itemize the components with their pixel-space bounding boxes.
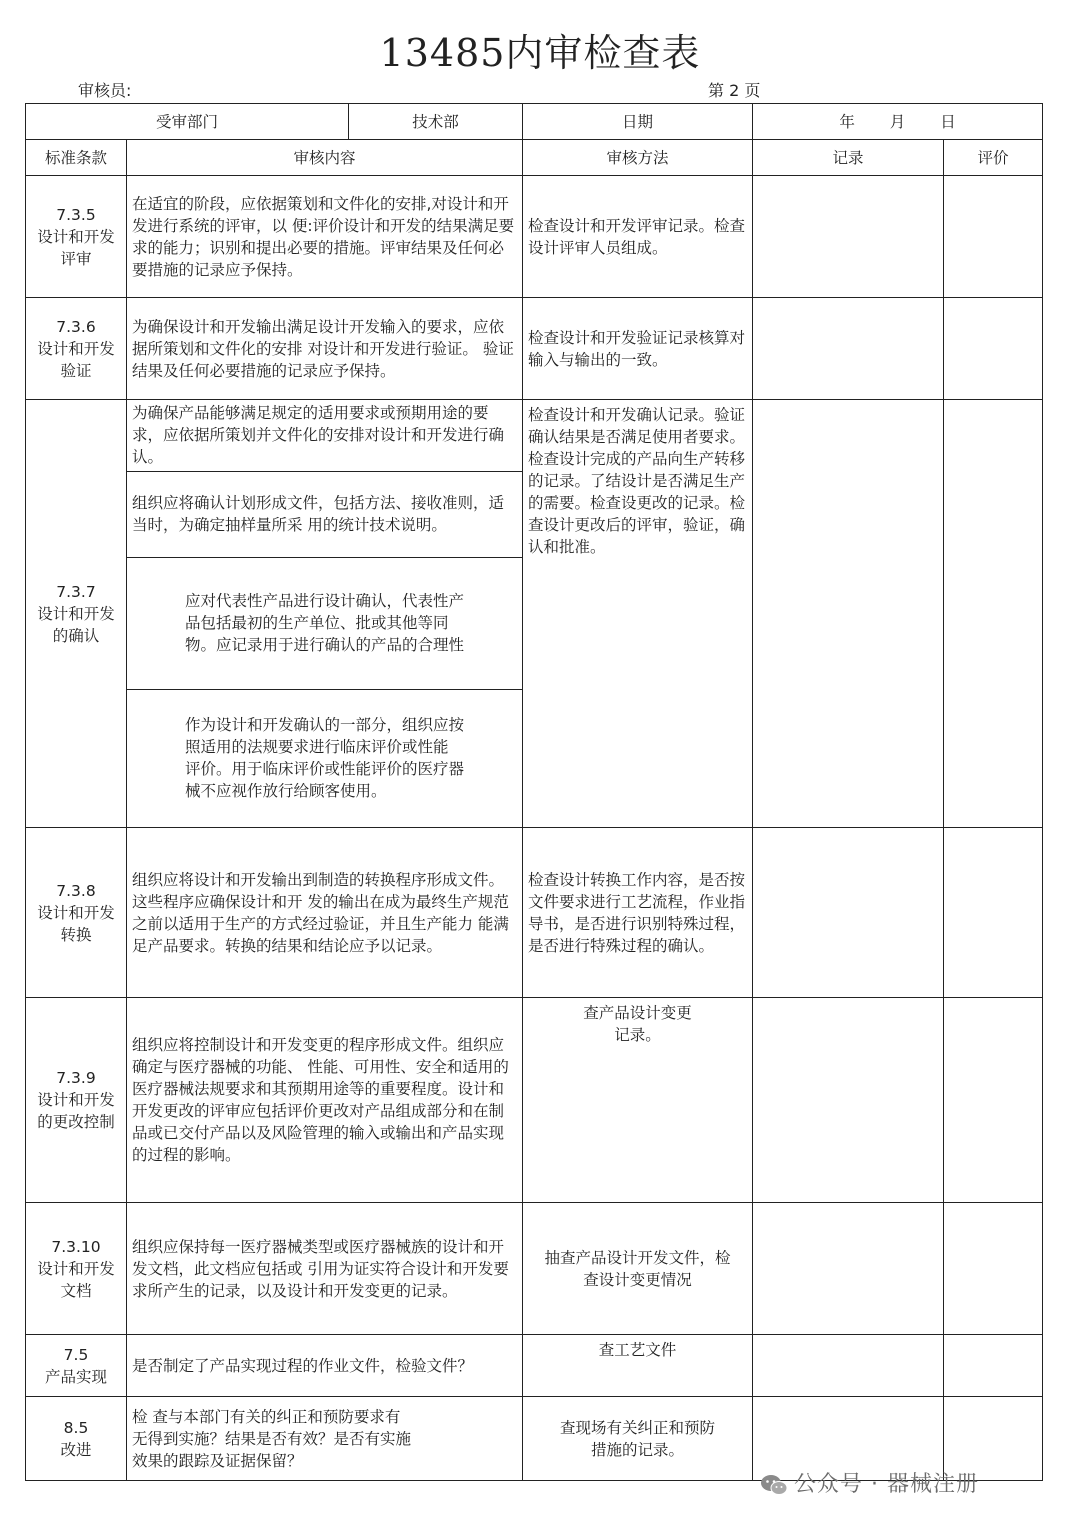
content-cell: 组织应将设计和开发输出到制造的转换程序形成文件。这些程序应确保设计和开 发的输出在成为最终生产规范之前以适用于生产的方式经过验证，并且生产能力 能满足产品要求。转换的结果和结论应予以记录。 xyxy=(127,828,523,998)
content-cell: 在适宜的阶段，应依据策划和文件化的安排,对设计和开发进行系统的评审，以 便:评价设计和开发的结果满足要求的能力；识别和提出必要的措施。评审结果及任何必要措施的记录应予保持。 xyxy=(127,176,523,298)
evaluation-cell[interactable] xyxy=(944,998,1043,1203)
page-title: 13485内审检查表 xyxy=(379,31,701,75)
clause-cell: 8.5 改进 xyxy=(26,1397,127,1481)
evaluation-cell[interactable] xyxy=(944,298,1043,400)
content-part: 作为设计和开发确认的一部分，组织应按照适用的法规要求进行临床评价或性能 评价。用于临床评价或性能评价的医疗器械不应视作放行给顾客使用。 xyxy=(185,715,465,800)
method-cell: 检查设计和开发确认记录。验证确认结果是否满足使用者要求。检查设计完成的产品向生产转移的记录。了结设计是否满足生产的需要。检查设更改的记录。检查设计更改后的评审，验证，确认和批准。 xyxy=(523,400,753,828)
date-value: 年 月 日 xyxy=(753,104,1043,140)
record-cell[interactable] xyxy=(753,998,944,1203)
content-subtable xyxy=(127,400,522,826)
date-label: 日期 xyxy=(523,104,753,140)
record-cell[interactable] xyxy=(753,1335,944,1397)
method-cell: 查产品设计变更记录。 xyxy=(523,998,753,1203)
content-cell: 是否制定了产品实现过程的作业文件，检验文件？ xyxy=(127,1335,523,1397)
auditor-label: 审核员: xyxy=(78,81,132,100)
page-number: 第 2 页 xyxy=(708,81,761,100)
dept-label: 受审部门 xyxy=(26,104,349,140)
evaluation-cell[interactable] xyxy=(944,176,1043,298)
record-cell[interactable] xyxy=(753,298,944,400)
method-cell: 抽查产品设计开发文件，检查设计变更情况 xyxy=(523,1203,753,1335)
clause-cell: 7.3.5 设计和开发 评审 xyxy=(26,176,127,298)
clause-cell: 7.3.8 设计和开发 转换 xyxy=(26,828,127,998)
content-cell: 检 查与本部门有关的纠正和预防要求有无得到实施？结果是否有效？是否有实施效果的跟踪及证据保留？ xyxy=(127,1397,523,1481)
content-part: 应对代表性产品进行设计确认，代表性产品包括最初的生产单位、批或其他等同 物。应记录用于进行确认的产品的合理性 xyxy=(127,557,522,689)
method-cell: 查现场有关纠正和预防措施的记录。 xyxy=(523,1397,753,1481)
clause-cell: 7.3.9 设计和开发 的更改控制 xyxy=(26,998,127,1203)
table-row xyxy=(26,828,1043,998)
method-cell: 检查设计和开发验证记录核算对输入与输出的一致。 xyxy=(523,298,753,400)
record-cell[interactable] xyxy=(753,828,944,998)
method-cell: 检查设计和开发评审记录。检查设计评审人员组成。 xyxy=(523,176,753,298)
clause-cell: 7.3.7 设计和开发 的确认 xyxy=(26,400,127,828)
clause-cell: 7.5 产品实现 xyxy=(26,1335,127,1397)
col-content: 审核内容 xyxy=(127,140,523,176)
method-cell: 检查设计转换工作内容，是否按文件要求进行工艺流程，作业指导书，是否进行识别特殊过程，是否进行特殊过程的确认。 xyxy=(523,828,753,998)
evaluation-cell[interactable] xyxy=(944,1203,1043,1335)
table-row xyxy=(26,176,1043,298)
record-cell[interactable] xyxy=(753,1203,944,1335)
clause-cell: 7.3.10 设计和开发 文档 xyxy=(26,1203,127,1335)
clause-cell: 7.3.6 设计和开发 验证 xyxy=(26,298,127,400)
content-cell: 为确保设计和开发输出满足设计开发输入的要求，应依据所策划和文件化的安排 对设计和开发进行验证。 验证结果及任何必要措施的记录应予保持。 xyxy=(127,298,523,400)
table-row xyxy=(26,998,1043,1203)
record-cell[interactable] xyxy=(753,400,944,828)
content-cell: 组织应将控制设计和开发变更的程序形成文件。组织应确定与医疗器械的功能、 性能、可用性、安全和适用的医疗器械法规要求和其预期用途等的重要程度。设计和开发更改的评审应包括评价更改对产品组成部分和在制品或已交付产品以及风险管理的输入或输出和产品实现的过程的影响。 xyxy=(127,998,523,1203)
table-row xyxy=(26,1203,1043,1335)
col-evaluation: 评价 xyxy=(944,140,1043,176)
method-cell: 查工艺文件 xyxy=(523,1335,753,1397)
table-row xyxy=(26,400,1043,828)
content-part: 为确保产品能够满足规定的适用要求或预期用途的要求，应依据所策划并文件化的安排对设计和开发进行确认。 xyxy=(127,400,522,471)
wechat-icon xyxy=(760,1474,788,1496)
col-record: 记录 xyxy=(753,140,944,176)
content-cell: 组织应保持每一医疗器械类型或医疗器械族的设计和开发文档，此文档应包括或 引用为证实符合设计和开发要求所产生的记录，以及设计和开发变更的记录。 xyxy=(127,1203,523,1335)
col-clause: 标准条款 xyxy=(26,140,127,176)
evaluation-cell[interactable] xyxy=(944,828,1043,998)
evaluation-cell[interactable] xyxy=(944,400,1043,828)
table-row xyxy=(26,298,1043,400)
audit-checklist-table xyxy=(25,103,1043,1481)
watermark: 公众号 · 器械注册 xyxy=(760,1467,979,1498)
content-cell xyxy=(127,400,523,828)
info-row xyxy=(26,104,1043,140)
evaluation-cell[interactable] xyxy=(944,1335,1043,1397)
record-cell[interactable] xyxy=(753,176,944,298)
content-part: 组织应将确认计划形成文件，包括方法、接收准则，适当时，为确定抽样量所采 用的统计技术说明。 xyxy=(127,471,522,557)
table-row xyxy=(26,1335,1043,1397)
col-method: 审核方法 xyxy=(523,140,753,176)
column-header-row xyxy=(26,140,1043,176)
dept-value: 技术部 xyxy=(349,104,523,140)
